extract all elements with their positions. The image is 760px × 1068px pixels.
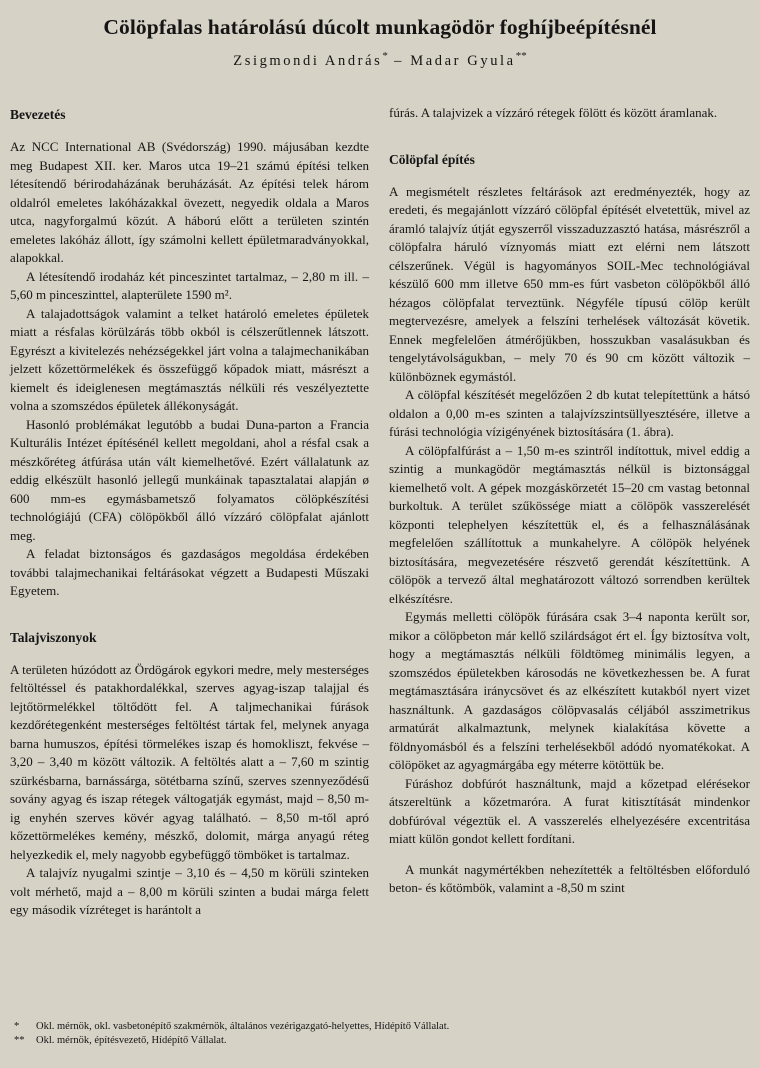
footnotes (14, 1020, 746, 1048)
paragraph: A cölöpfalfúrást a – 1,50 m-es szintről indítottuk, mivel eddig a szintig a munkagödör megtámasztás nélkül is biztonsággal kiemelhető volt. A gépek mozgáskörzetét 15–20 cm vastag betonnal burkoltuk. A terület szűkössége miatt a cölöpök vasszerelését központi telephelyen készítettük el, és a felhasználásának megfelelően szállítottuk a munkahelyre. A cölöpök helyének biztosítására, megvezetésére részvető gerendát készítettünk. A cölöpök a tervező által meghatározott változó sorrendben kerültek elkészítésre. (389, 442, 750, 606)
paragraph: A cölöpfal készítését megelőzően 2 db kutat telepítettünk a hátsó oldalon a 0,00 m-es szinten a talajvízszintsüllyesztésére, illetve a fúrási technológia vízigényének biztosítására (1. ábra). (389, 387, 750, 439)
paragraph: Egymás melletti cölöpök fúrására csak 3–4 naponta került sor, mikor a cölöpbeton már kellő szilárdságot ért el. Így biztosítva volt, hogy a megtámasztás nélküli földtömeg minimális legyen, a szomszédos épületekben károsodás ne következhessen be. A furat megtámasztására iránycsövet és az elkészített kutakból nyert vizet használtunk. A gazdaságos cölöpvasalás céljából asszimetrikus armatúrát alkalmaztunk, melynek kialakítása követte a földnyomásból és a felszíni terhelésekből adódó nyomatékokat. A cölöpöket az agyagmárgába egy méterre kötöttük be. (389, 609, 750, 772)
paragraph: A munkát nagymértékben nehezítették a feltöltésben előforduló beton- és kőtömbök, valamint a -8,50 m szint (389, 861, 750, 895)
left-column (10, 104, 369, 920)
author-1-mark: * (382, 50, 388, 62)
footnote-text: Okl. mérnök, építésvezető, Hídépítő Vállalat. (36, 1035, 227, 1046)
author-1: Zsigmondi András (233, 52, 383, 69)
section-heading-bevezetes: Bevezetés (10, 107, 66, 122)
footnote-text: Okl. mérnök, okl. vasbetonépítő szakmérnök, általános vezérigazgató-helyettes, Hídépítő Vállalat. (36, 1021, 450, 1032)
paragraph: A létesítendő irodaház két pinceszintet tartalmaz, – 2,80 m ill. – 5,60 m pinceszinttel, alapterülete 1590 m². (10, 268, 369, 302)
section-heading-colopfal-epites: Cölöpfal építés (389, 151, 475, 167)
paragraph: A talajvíz nyugalmi szintje – 3,10 és – 4,50 m körüli szinteken volt mérhető, majd a – 8,00 m körüli szinten a budai márga felett egy második vízréteget is harántolt a (10, 865, 369, 917)
author-2-mark: ** (515, 50, 527, 62)
paragraph: Az NCC International AB (Svédország) 1990. májusában kezdte meg Budapest XII. ker. Maros utca 19–21 számú építési telken létesítendő bérirodaházának beruházását. Az építési telek három oldalról emeletes lakóházakkal övezett, negyedik oldala a Maros utca, nagyforgalmú közút. A háború előtt a területen szintén emeletes lakóház állott, így számolni kellett épületmaradványokkal, alapokkal. (10, 139, 369, 265)
paragraph: A feladat biztonságos és gazdaságos megoldása érdekében további talajmechanikai feltárásokat végzett a Budapesti Műszaki Egyetem. (10, 546, 369, 598)
body-columns (10, 104, 750, 920)
paragraph: Hasonló problémákat legutóbb a budai Duna-parton a Francia Kulturális Intézet építésénél kellett megoldani, ahol a résfal csak a mészkőréteg átfúrása után vált kiemelhetővé. Ezért vállalatunk az eddig elkészült hasonló jellegű munkáinak tapasztalatai alapján ø 600 mm-es egymásbametsző folyamatos cölöpkészítési technológiájú (CFA) cölöpökből álló vízzáró cölöpfalat ajánlott meg. (10, 416, 369, 543)
footnote (14, 1020, 746, 1034)
footnote-mark: * (14, 1021, 20, 1032)
right-column (389, 104, 750, 920)
paragraph-continuation: fúrás. A talajvizek a vízzáró rétegek fölött és között áramlanak. (389, 105, 718, 120)
paragraph: A megismételt részletes feltárások azt eredményezték, hogy az eredeti, és megajánlott vízzáró cölöpfal építését elvetettük, mivel az áramló talajvíz útját egyszerről visszaduzzasztó hatása, másrészről a cölöpfalra háruló víznyomás miatt ezt elérni nem látszott célszerűnek. Végül is hagyományos SOIL-Mec technológiával készülő 600 mm illetve 650 mm-es fúrt vasbeton cölöpökből álló hézagos cölöpfalat terveztünk. Négyféle típusú cölöp került megtervezésre, amelyek a felszíni terhelések változását követik. Ennek megfelelően átmérőjükben, hosszukban vasalásukban és tengelytávolságukban, – mely 70 és 90 cm között változik – különböznek egymástól. (389, 183, 750, 384)
footnote (14, 1034, 746, 1048)
section-heading-talajviszonyok: Talajviszonyok (10, 629, 97, 645)
paragraph: A talajadottságok valamint a telket határoló emeletes épületek miatt a résfalas körülzárás több okból is célszerűtlennek látszott. Egyrészt a kivitelezés nehézségekkel járt volna a talajmechanikában jelzett kőzettörmelékek és összefüggő kőpadok miatt, másrészt a kiemelt és ideiglenesen megtámasztás nélküli rés veszélyeztette volna a szomszédos épületek állékonyságát. (10, 305, 369, 413)
paragraph: A területen húzódott az Ördögárok egykori medre, mely mesterséges feltöltéssel és patakhordalékkal, szerves agyag-iszap talajjal és lejtőtörmelékkel töltődött fel. A taljmechanikai fúrások kezdőrétegenként mesterséges feltöltést tártak fel, melynek anyaga barna humuszos, építési törmelékes iszap és homokliszt, fekvése – 3,20 – 3,40 m között változik. A feltöltés alatt a – 7,60 m szintig szürkésbarna, barnássárga, sötétbarna színű, szerves szennyeződésű sovány agyag és iszap rétegek váltogatják egymást, majd – 8,50 m-ig enyhén szerves kövér agyag található. – 8,50 m-től apró kőzettörmelékes kemény, mészkő, dolomit, márga anyagú réteg helyezkedik el, mely nagyobb egybefüggő tömböket is tartalmaz. (10, 661, 369, 862)
footnote-mark: ** (14, 1035, 25, 1046)
author-2: Madar Gyula (410, 52, 516, 69)
paragraph: Fúráshoz dobfúrót használtunk, majd a kőzetpad elérésekor átszereltünk a kőzetmaróra. A furat kitisztítását mindenkor dobfúróval végeztük el. A vasszerelés elhelyezésére excentritása miatt külön gondot kellett fordítani. (389, 775, 750, 846)
author-separator: – (394, 52, 404, 69)
article-title: Cölöpfalas határolású dúcolt munkagödör foghíjbeépítésnél (103, 15, 657, 39)
authors-line (10, 46, 750, 71)
